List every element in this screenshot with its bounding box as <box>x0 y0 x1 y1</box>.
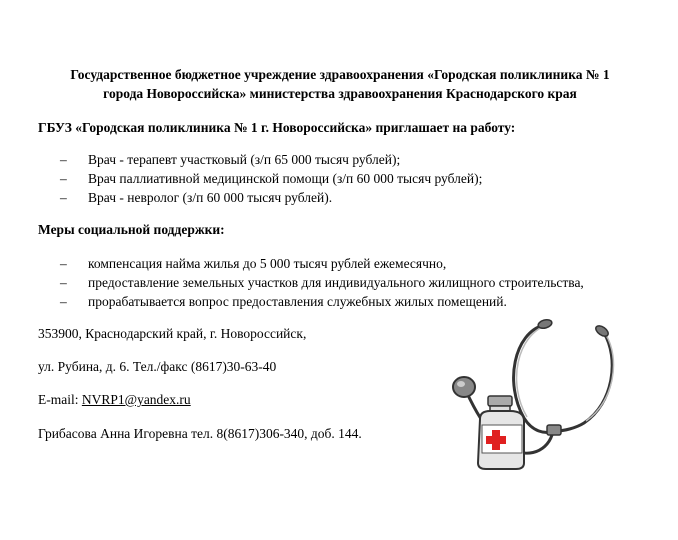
vacancy-text: Врач - терапевт участковый (з/п 65 000 тысяч рублей); <box>88 152 401 167</box>
title-line-1: Государственное бюджетное учреждение здравоохранения «Городская поликлиника № 1 <box>70 67 610 82</box>
list-item <box>60 150 482 169</box>
email-link[interactable]: NVRP1@yandex.ru <box>81 392 191 407</box>
bullet-dash: – <box>60 256 67 271</box>
vacancy-text: Врач - невролог (з/п 60 000 тысяч рублей). <box>88 190 333 205</box>
vacancy-text: Врач паллиативной медицинской помощи (з/п 60 000 тысяч рублей); <box>88 171 483 186</box>
support-list <box>60 254 584 311</box>
invite-heading: ГБУЗ «Городская поликлиника № 1 г. Новороссийска» приглашает на работу: <box>38 120 516 135</box>
address-line-2: ул. Рубина, д. 6. Тел./факс (8617)30-63-40 <box>38 359 277 374</box>
stethoscope-icon <box>453 318 614 453</box>
email-label: E-mail: <box>38 392 82 407</box>
bullet-dash: – <box>60 275 67 290</box>
support-text: предоставление земельных участков для индивидуального жилищного строительства, <box>88 275 584 290</box>
list-item <box>60 169 482 188</box>
support-text: прорабатывается вопрос предоставления служебных жилых помещений. <box>88 294 507 309</box>
list-item <box>60 292 584 311</box>
medicine-bottle-icon <box>478 396 524 469</box>
support-heading: Меры социальной поддержки: <box>38 222 225 237</box>
stethoscope-medicine-bottle-icon <box>444 313 620 477</box>
bullet-dash: – <box>60 152 67 167</box>
contact-person: Грибасова Анна Игоревна тел. 8(8617)306-340, доб. 144. <box>38 426 362 441</box>
bullet-dash: – <box>60 190 67 205</box>
bullet-dash: – <box>60 294 67 309</box>
list-item <box>60 188 482 207</box>
email-line <box>38 391 191 409</box>
bullet-dash: – <box>60 171 67 186</box>
list-item <box>60 273 584 292</box>
support-text: компенсация найма жилья до 5 000 тысяч рублей ежемесячно, <box>88 256 447 271</box>
list-item <box>60 254 584 273</box>
page-title <box>40 65 640 103</box>
title-line-2: города Новороссийска» министерства здравоохранения Краснодарского края <box>103 86 577 101</box>
vacancy-list <box>60 150 482 207</box>
address-line-1: 353900, Краснодарский край, г. Новороссийск, <box>38 326 307 341</box>
